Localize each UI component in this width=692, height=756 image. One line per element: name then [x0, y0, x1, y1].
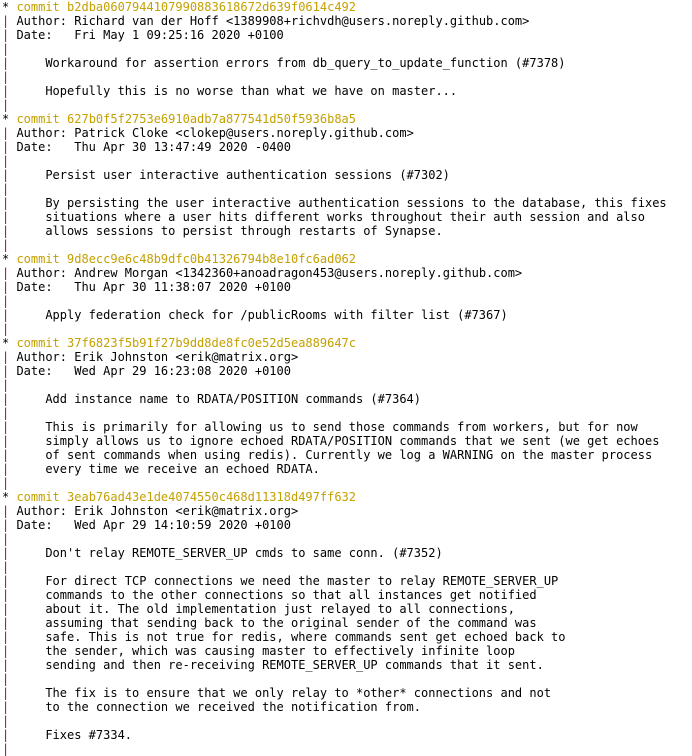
message-line: [2, 700, 692, 714]
date-line: [2, 518, 692, 532]
commit-message-text: By persisting the user interactive authentication sessions to the database, this fixes: [45, 196, 667, 210]
graph-edge: |: [2, 392, 10, 406]
commit-message-text: Fixes #7334.: [45, 728, 133, 742]
message-line: [2, 196, 692, 210]
date-label: Date:: [16, 28, 53, 42]
commit-author: Erik Johnston <erik@matrix.org>: [74, 350, 299, 364]
graph-spacer-line: [2, 742, 692, 756]
graph-edge: |: [2, 28, 10, 42]
graph-edge: |: [2, 728, 10, 742]
graph-edge: |: [2, 84, 10, 98]
commit-label: commit: [16, 112, 60, 126]
graph-edge: |: [2, 476, 10, 490]
graph-edge: |: [2, 532, 10, 546]
graph-edge: |: [2, 630, 10, 644]
graph-spacer-line: [2, 154, 692, 168]
date-label: Date:: [16, 364, 53, 378]
graph-node-asterisk: *: [2, 336, 10, 350]
graph-spacer-line: [2, 714, 692, 728]
message-line: [2, 686, 692, 700]
graph-edge: |: [2, 42, 10, 56]
graph-edge: |: [2, 546, 10, 560]
commit-hash: 37f6823f5b91f27b9dd8de8fc0e52d5ea889647c: [67, 336, 356, 350]
author-line: [2, 504, 692, 518]
commit-message-text: commands to the other connections so that all instances get notified: [45, 588, 537, 602]
graph-edge: |: [2, 658, 10, 672]
graph-spacer-line: [2, 70, 692, 84]
commit-message-text: sending and then re-receiving REMOTE_SERVER_UP commands that it sent.: [45, 658, 544, 672]
message-line: [2, 644, 692, 658]
graph-spacer-line: [2, 238, 692, 252]
graph-edge: |: [2, 574, 10, 588]
commit-hash: 627b0f5f2753e6910adb7a877541d50f5936b8a5: [67, 112, 356, 126]
commit-message-text: safe. This is not true for redis, where commands sent get echoed back to: [45, 630, 566, 644]
commit-message-text: Don't relay REMOTE_SERVER_UP cmds to same conn. (#7352): [45, 546, 443, 560]
message-line: [2, 728, 692, 742]
message-line: [2, 210, 692, 224]
graph-edge: |: [2, 364, 10, 378]
graph-edge: |: [2, 462, 10, 476]
commit-header-line: [2, 0, 692, 14]
author-label: Author:: [16, 126, 68, 140]
commit-message-text: assuming that sending back to the original sender of the command was: [45, 616, 537, 630]
commit-date: Thu Apr 30 13:47:49 2020 -0400: [74, 140, 291, 154]
graph-spacer-line: [2, 560, 692, 574]
graph-edge: |: [2, 308, 10, 322]
graph-edge: |: [2, 448, 10, 462]
author-label: Author:: [16, 350, 68, 364]
commit-message-text: For direct TCP connections we need the master to relay REMOTE_SERVER_UP: [45, 574, 559, 588]
commit-header-line: [2, 112, 692, 126]
commit-author: Patrick Cloke <clokep@users.noreply.github.com>: [74, 126, 414, 140]
date-label: Date:: [16, 140, 53, 154]
graph-edge: |: [2, 168, 10, 182]
graph-edge: |: [2, 602, 10, 616]
commit-hash: 3eab76ad43e1de4074550c468d11318d497ff632: [67, 490, 356, 504]
commit-message-text: The fix is to ensure that we only relay to *other* connections and not: [45, 686, 552, 700]
commit-date: Fri May 1 09:25:16 2020 +0100: [74, 28, 284, 42]
graph-edge: |: [2, 560, 10, 574]
graph-edge: |: [2, 644, 10, 658]
message-line: [2, 434, 692, 448]
commit-header-line: [2, 490, 692, 504]
graph-edge: |: [2, 504, 10, 518]
author-label: Author:: [16, 266, 68, 280]
graph-edge: |: [2, 518, 10, 532]
graph-spacer-line: [2, 672, 692, 686]
commit-message-text: Hopefully this is no worse than what we have on master...: [45, 84, 458, 98]
graph-node-asterisk: *: [2, 0, 10, 14]
message-line: [2, 574, 692, 588]
graph-spacer-line: [2, 182, 692, 196]
commit-message-text: situations where a user hits different works throughout their auth session and also: [45, 210, 645, 224]
commit-message-text: This is primarily for allowing us to send those commands from workers, but for now: [45, 420, 638, 434]
commit-header-line: [2, 336, 692, 350]
commit-message-text: to the connection we received the notification from.: [45, 700, 422, 714]
commit-author: Erik Johnston <erik@matrix.org>: [74, 504, 299, 518]
commit-entry: [2, 252, 692, 336]
message-line: [2, 616, 692, 630]
graph-edge: |: [2, 378, 10, 392]
graph-edge: |: [2, 686, 10, 700]
date-line: [2, 28, 692, 42]
commit-entry: [2, 336, 692, 490]
graph-edge: |: [2, 98, 10, 112]
graph-edge: |: [2, 434, 10, 448]
graph-edge: |: [2, 56, 10, 70]
commit-entry: [2, 112, 692, 252]
graph-edge: |: [2, 182, 10, 196]
commit-entry: [2, 0, 692, 112]
message-line: [2, 588, 692, 602]
graph-spacer-line: [2, 322, 692, 336]
graph-edge: |: [2, 714, 10, 728]
message-line: [2, 420, 692, 434]
message-line: [2, 462, 692, 476]
commit-label: commit: [16, 490, 60, 504]
commit-message-text: simply allows us to ignore echoed RDATA/POSITION commands that we sent (we get echoes: [45, 434, 660, 448]
graph-edge: |: [2, 70, 10, 84]
message-line: [2, 448, 692, 462]
graph-node-asterisk: *: [2, 252, 10, 266]
graph-edge: |: [2, 672, 10, 686]
graph-edge: |: [2, 420, 10, 434]
graph-spacer-line: [2, 476, 692, 490]
graph-edge: |: [2, 14, 10, 28]
graph-edge: |: [2, 266, 10, 280]
graph-edge: |: [2, 280, 10, 294]
graph-edge: |: [2, 224, 10, 238]
date-line: [2, 280, 692, 294]
commit-message-text: allows sessions to persist through restarts of Synapse.: [45, 224, 443, 238]
graph-edge: |: [2, 700, 10, 714]
message-line: [2, 658, 692, 672]
graph-spacer-line: [2, 532, 692, 546]
message-line: [2, 602, 692, 616]
commit-hash: b2dba0607944107990883618672d639f0614c492: [67, 0, 356, 14]
date-label: Date:: [16, 518, 53, 532]
graph-spacer-line: [2, 294, 692, 308]
commit-author: Richard van der Hoff <1389908+richvdh@users.noreply.github.com>: [74, 14, 530, 28]
message-line: [2, 168, 692, 182]
graph-spacer-line: [2, 378, 692, 392]
date-label: Date:: [16, 280, 53, 294]
commit-label: commit: [16, 252, 60, 266]
commit-hash: 9d8ecc9e6c48b9dfc0b41326794b8e10fc6ad062: [67, 252, 356, 266]
message-line: [2, 308, 692, 322]
graph-node-asterisk: *: [2, 112, 10, 126]
author-line: [2, 350, 692, 364]
commit-date: Wed Apr 29 14:10:59 2020 +0100: [74, 518, 291, 532]
commit-message-text: Workaround for assertion errors from db_query_to_update_function (#7378): [45, 56, 566, 70]
commit-message-text: of sent commands when using redis). Currently we log a WARNING on the master process: [45, 448, 653, 462]
graph-edge: |: [2, 238, 10, 252]
date-line: [2, 140, 692, 154]
commit-date: Thu Apr 30 11:38:07 2020 +0100: [74, 280, 291, 294]
graph-edge: |: [2, 350, 10, 364]
graph-edge: |: [2, 588, 10, 602]
commit-message-text: Apply federation check for /publicRooms with filter list (#7367): [45, 308, 508, 322]
author-line: [2, 266, 692, 280]
graph-node-asterisk: *: [2, 490, 10, 504]
graph-spacer-line: [2, 42, 692, 56]
graph-edge: |: [2, 196, 10, 210]
commit-message-text: about it. The old implementation just relayed to all connections,: [45, 602, 515, 616]
graph-edge: |: [2, 294, 10, 308]
author-line: [2, 126, 692, 140]
message-line: [2, 224, 692, 238]
commit-author: Andrew Morgan <1342360+anoadragon453@users.noreply.github.com>: [74, 266, 523, 280]
graph-spacer-line: [2, 98, 692, 112]
commit-label: commit: [16, 336, 60, 350]
commit-message-text: Add instance name to RDATA/POSITION commands (#7364): [45, 392, 422, 406]
graph-edge: |: [2, 154, 10, 168]
commit-header-line: [2, 252, 692, 266]
graph-edge: |: [2, 406, 10, 420]
author-line: [2, 14, 692, 28]
graph-edge: |: [2, 210, 10, 224]
commit-message-text: every time we receive an echoed RDATA.: [45, 462, 320, 476]
message-line: [2, 392, 692, 406]
commit-entry: [2, 490, 692, 756]
graph-edge: |: [2, 126, 10, 140]
graph-spacer-line: [2, 406, 692, 420]
commit-date: Wed Apr 29 16:23:08 2020 +0100: [74, 364, 291, 378]
commit-message-text: the sender, which was causing master to effectively infinite loop: [45, 644, 515, 658]
graph-edge: |: [2, 742, 10, 756]
graph-edge: |: [2, 616, 10, 630]
date-line: [2, 364, 692, 378]
author-label: Author:: [16, 14, 68, 28]
message-line: [2, 546, 692, 560]
message-line: [2, 630, 692, 644]
commit-message-text: Persist user interactive authentication sessions (#7302): [45, 168, 450, 182]
message-line: [2, 84, 692, 98]
graph-edge: |: [2, 140, 10, 154]
commit-label: commit: [16, 0, 60, 14]
message-line: [2, 56, 692, 70]
graph-edge: |: [2, 322, 10, 336]
author-label: Author:: [16, 504, 68, 518]
